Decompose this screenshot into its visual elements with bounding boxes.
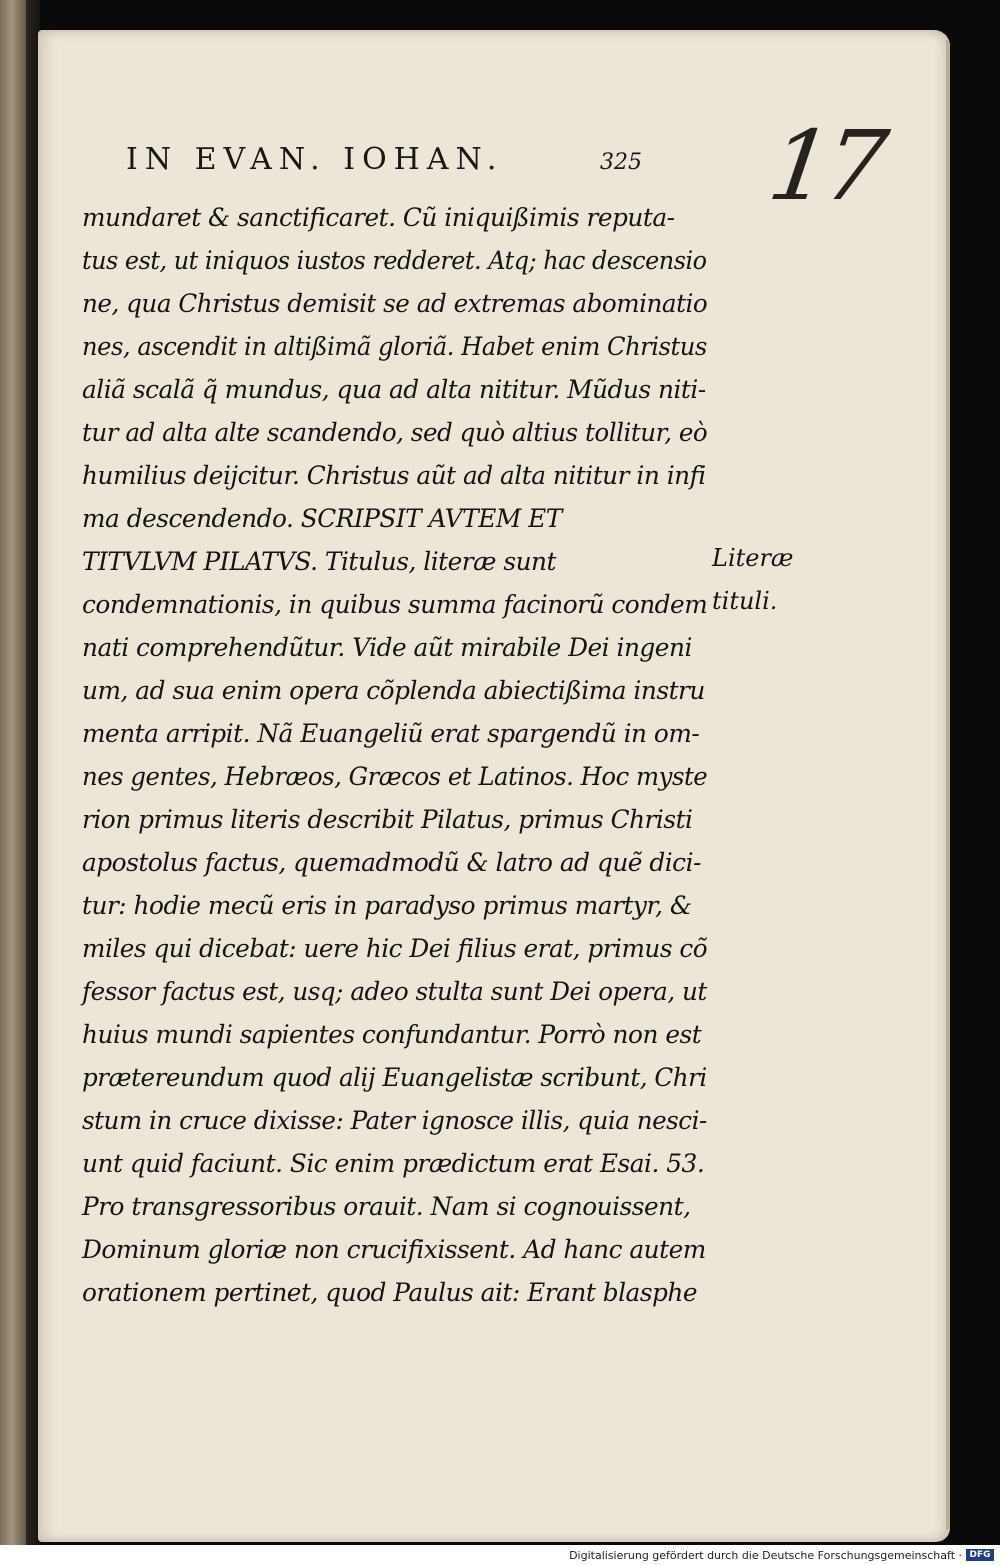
text-line: orationem pertinet, quod Paulus ait: Erant blasphe xyxy=(82,1278,698,1307)
text-line: huius mundi sapientes confundantur. Porrò non est xyxy=(82,1020,702,1049)
text-line: tus est, ut iniquos iustos redderet. Atq; hac descensio xyxy=(82,246,707,275)
text-line: unt quid faciunt. Sic enim prædictum erat Esai. 53. xyxy=(82,1149,705,1178)
text-line: um, ad sua enim opera cõplenda abiectißima instru xyxy=(82,676,705,705)
text-line: fessor factus est, usq; adeo stulta sunt Dei opera, ut xyxy=(82,977,707,1006)
text-line: mundaret & sanctificaret. Cũ iniquißimis reputa- xyxy=(82,203,675,232)
text-line: Dominum gloriæ non crucifixissent. Ad hanc autem xyxy=(82,1235,706,1264)
text-line: tur ad alta alte scandendo, sed quò altius tollitur, eò xyxy=(82,418,708,447)
text-line: stum in cruce dixisse: Pater ignosce illis, quia nesci- xyxy=(82,1106,707,1135)
footer-credit: Digitalisierung gefördert durch die Deutsche Forschungsgemeinschaft · xyxy=(569,1549,962,1562)
body-text xyxy=(82,196,712,1314)
text-line: apostolus factus, quemadmodũ & latro ad quẽ dici- xyxy=(82,848,701,877)
text-line: nes gentes, Hebræos, Græcos et Latinos. Hoc myste xyxy=(82,762,708,791)
text-line: aliã scalã q̃ mundus, qua ad alta nititur. Mũdus niti- xyxy=(82,375,706,404)
text-line: nes, ascendit in altißimã gloriã. Habet enim Christus xyxy=(82,332,707,361)
text-line: rion primus literis describit Pilatus, primus Christi xyxy=(82,805,693,834)
dfg-logo: DFG xyxy=(966,1549,994,1561)
page-number: 325 xyxy=(600,150,642,175)
text-line: Pro transgressoribus orauit. Nam si cognouissent, xyxy=(82,1192,691,1221)
text-line: prætereundum quod alij Euangelistæ scribunt, Chri xyxy=(82,1063,707,1092)
margin-note-1: Literæ xyxy=(712,544,794,572)
text-line: nati comprehendũtur. Vide aũt mirabile Dei ingeni xyxy=(82,633,692,662)
handwritten-folio-number: 17 xyxy=(762,110,889,222)
text-line: condemnationis, in quibus summa facinorũ condem xyxy=(82,590,708,619)
text-line: TITVLVM PILATVS. Titulus, literæ sunt xyxy=(82,547,557,576)
running-title: IN EVAN. IOHAN. xyxy=(126,142,504,177)
text-line: ne, qua Christus demisit se ad extremas abominatio xyxy=(82,289,708,318)
page-edge xyxy=(946,40,950,1530)
text-line: tur: hodie mecũ eris in paradyso primus martyr, & xyxy=(82,891,692,920)
margin-note-2: tituli. xyxy=(712,587,778,615)
text-line: miles qui dicebat: uere hic Dei filius erat, primus cõ xyxy=(82,934,708,963)
text-line: humilius deijcitur. Christus aũt ad alta nititur in infi xyxy=(82,461,706,490)
text-line: menta arripit. Nã Euangeliũ erat spargendũ in om- xyxy=(82,719,700,748)
text-line: ma descendendo. SCRIPSIT AVTEM ET xyxy=(82,504,562,533)
